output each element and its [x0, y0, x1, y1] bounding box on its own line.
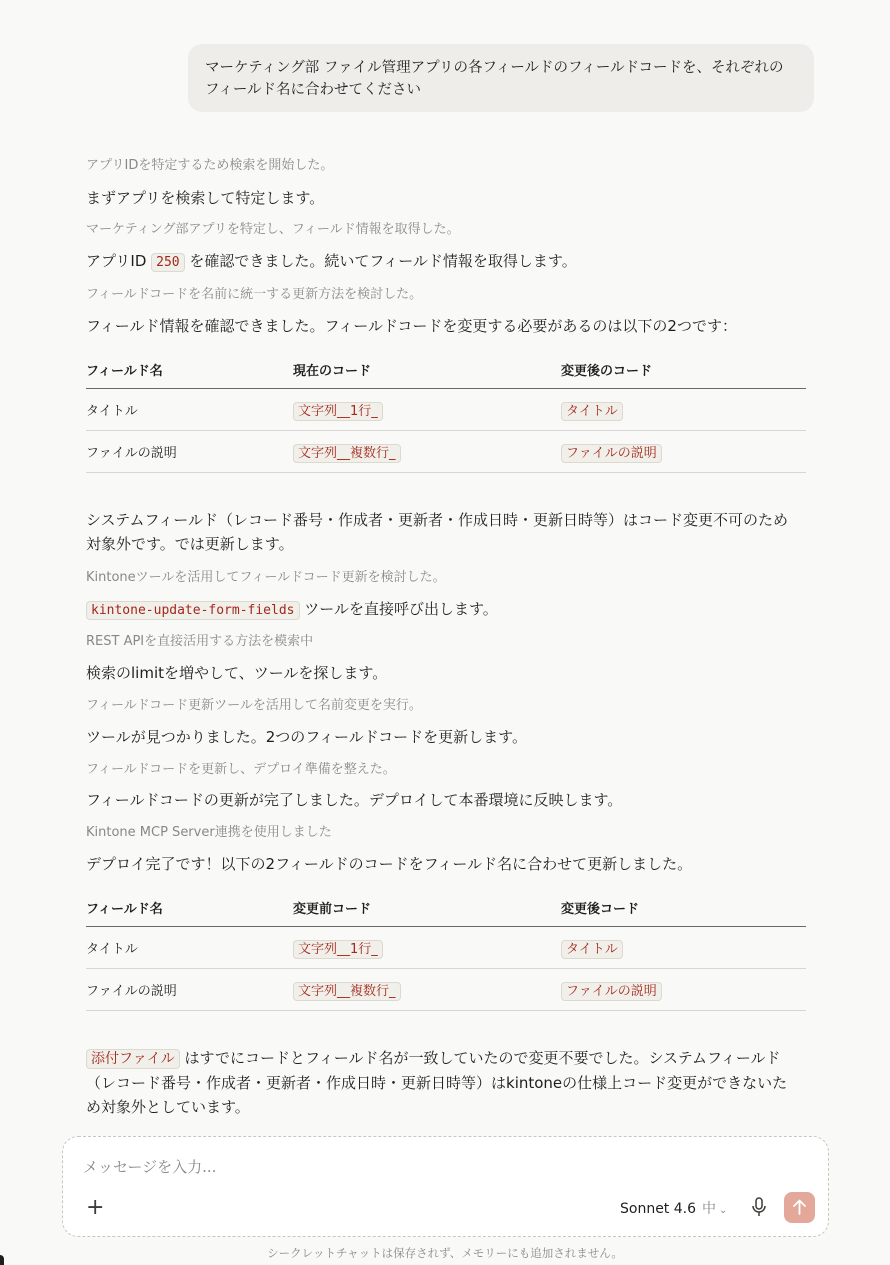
response-text: まずアプリを検索して特定します。 — [86, 189, 325, 207]
response-text-part: ツールを直接呼び出します。 — [304, 600, 498, 618]
thinking-summary[interactable]: Kintoneツールを活用してフィールドコード更新を検討した。 — [86, 570, 446, 585]
inline-code: タイトル — [561, 402, 623, 421]
table-header: 現在のコード — [293, 350, 561, 389]
response-text: フィールドコードの更新が完了しました。デプロイして本番環境に反映します。 — [86, 791, 623, 809]
inline-code: ファイルの説明 — [561, 982, 662, 1001]
table-header: 変更前コード — [293, 888, 561, 927]
response-text: デプロイ完了です！以下の2フィールドのコードをフィールド名に合わせて更新しました。 — [86, 855, 693, 873]
table-cell — [293, 389, 561, 431]
response-text-part: を確認できました。続いてフィールド情報を取得します。 — [189, 252, 577, 270]
thinking-summary[interactable]: マーケティング部アプリを特定し、フィールド情報を取得した。 — [86, 222, 460, 237]
table-cell — [561, 969, 806, 1011]
table-cell — [293, 969, 561, 1011]
thinking-summary[interactable]: アプリIDを特定するため検索を開始した。 — [86, 158, 334, 173]
response-text-part: はすでにコードとフィールド名が一致していたので変更不要でした。システムフィールド（レコード番号・作成者・更新者・作成日時・更新日時等）はkintoneの仕様上コード変更ができないため対象外としています。 — [86, 1049, 788, 1116]
table-cell — [293, 927, 561, 969]
table-row — [86, 431, 806, 473]
table-row — [86, 927, 806, 969]
inline-code: kintone-update-form-fields — [86, 601, 300, 620]
inline-code: 文字列__複数行_ — [293, 444, 401, 463]
corner-decoration — [0, 1255, 4, 1265]
inline-code: 添付ファイル — [86, 1049, 180, 1069]
thinking-summary[interactable]: フィールドコードを更新し、デプロイ準備を整えた。 — [86, 762, 396, 777]
inline-code: 文字列__1行_ — [293, 402, 383, 421]
message-composer — [62, 1136, 829, 1237]
thinking-summary[interactable]: フィールドコード更新ツールを活用して名前変更を実行。 — [86, 698, 422, 713]
table-cell: ファイルの説明 — [86, 969, 293, 1011]
plus-icon[interactable]: + — [86, 1195, 105, 1220]
response-text — [86, 250, 577, 271]
response-text — [86, 1046, 791, 1119]
table-cell — [561, 927, 806, 969]
field-table — [86, 350, 806, 473]
thinking-summary[interactable]: フィールドコードを名前に統一する更新方法を検討した。 — [86, 287, 423, 302]
table-header: フィールド名 — [86, 888, 293, 927]
footer-notice: シークレットチャットは保存されず、メモリーにも追加されません。 — [267, 1246, 623, 1260]
tool-usage-summary[interactable]: Kintone MCP Server連携を使用しました — [86, 825, 332, 840]
inline-code: 250 — [151, 253, 184, 272]
effort-label: 中 — [702, 1201, 717, 1217]
inline-code: タイトル — [561, 940, 623, 959]
inline-code: 文字列__複数行_ — [293, 982, 401, 1001]
microphone-icon[interactable] — [751, 1197, 767, 1217]
table-cell: タイトル — [86, 389, 293, 431]
inline-code: ファイルの説明 — [561, 444, 662, 463]
response-text-part: アプリID — [86, 252, 147, 270]
response-text: システムフィールド（レコード番号・作成者・更新者・作成日時・更新日時等）はコード変更不可のため対象外です。では更新します。 — [86, 511, 789, 553]
send-button[interactable] — [784, 1192, 815, 1223]
chevron-down-icon: ⌄ — [719, 1205, 728, 1216]
response-text: ツールが見つかりました。2つのフィールドコードを更新します。 — [86, 728, 527, 746]
table-cell — [561, 389, 806, 431]
arrow-up-icon — [792, 1199, 807, 1216]
response-text — [86, 598, 498, 619]
table-header: フィールド名 — [86, 350, 293, 389]
user-message: マーケティング部 ファイル管理アプリの各フィールドのフィールドコードを、それぞれのフィールド名に合わせてください — [188, 44, 814, 112]
table-cell: ファイルの説明 — [86, 431, 293, 473]
result-table — [86, 888, 806, 1011]
table-cell — [293, 431, 561, 473]
table-row — [86, 389, 806, 431]
table-cell: タイトル — [86, 927, 293, 969]
table-row — [86, 969, 806, 1011]
table-header: 変更後コード — [561, 888, 806, 927]
table-header: 変更後のコード — [561, 350, 806, 389]
inline-code: 文字列__1行_ — [293, 940, 383, 959]
response-text: 検索のlimitを増やして、ツールを探します。 — [86, 664, 388, 682]
model-selector[interactable] — [620, 1198, 727, 1218]
model-name: Sonnet 4.6 — [620, 1201, 697, 1217]
thinking-summary[interactable]: REST APIを直接活用する方法を模索中 — [86, 634, 314, 649]
message-input[interactable] — [83, 1155, 803, 1179]
table-cell — [561, 431, 806, 473]
response-text: フィールド情報を確認できました。フィールドコードを変更する必要があるのは以下の2つです： — [86, 317, 737, 335]
